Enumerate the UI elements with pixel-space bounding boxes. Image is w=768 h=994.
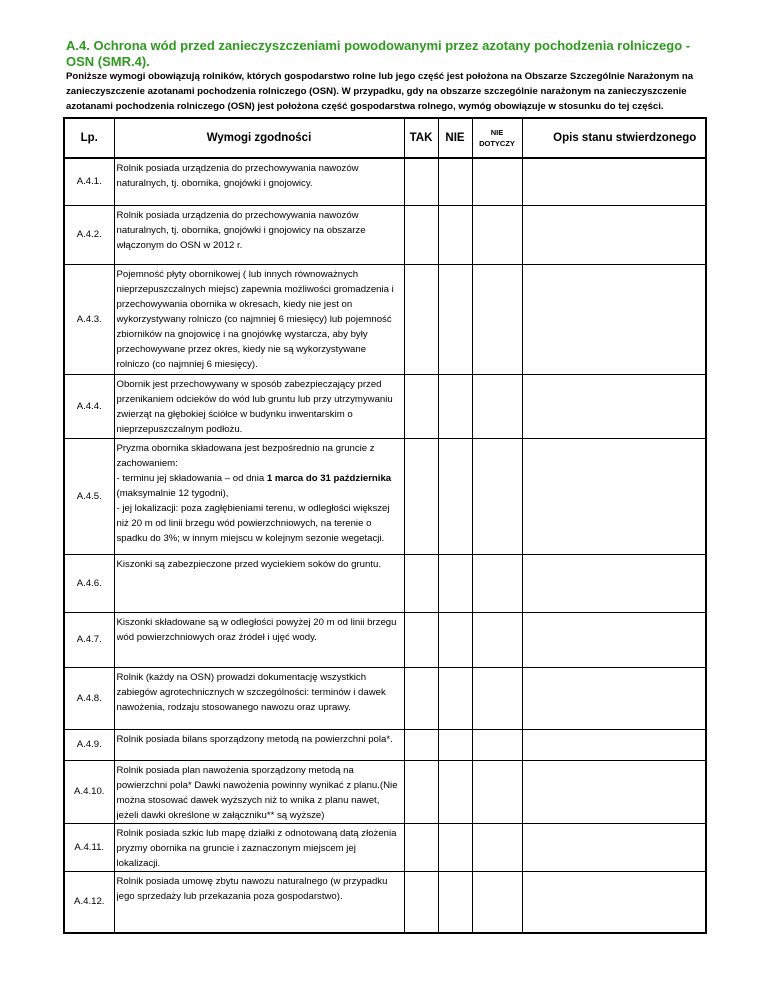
tak-cell[interactable]: [404, 823, 438, 871]
requirement-text: [114, 264, 404, 374]
text-part: - jej lokalizacji: poza zagłębieniami terenu, w odległości większej niż 20 m od linii brzegu wód powierzchniowych, na terenie o spadku do 3%; w innym miejscu w kolejnym sezonie wegetacji.: [116, 502, 390, 544]
requirement-text: [114, 871, 404, 933]
nie-cell[interactable]: [438, 374, 472, 438]
tak-cell[interactable]: [404, 871, 438, 933]
requirement-text: [114, 612, 404, 667]
text-bold-dates: 1 marca do 31 października: [266, 472, 392, 484]
nie-cell[interactable]: [438, 823, 472, 871]
nie-dotyczy-cell[interactable]: [472, 612, 522, 667]
nie-dotyczy-cell[interactable]: [472, 554, 522, 612]
row-number: A.4.6.: [64, 554, 114, 612]
requirement-text-content: Kiszonki są zabezpieczone przed wyciekiem soków do gruntu.: [116, 558, 381, 570]
requirement-text-content: Kiszonki składowane są w odległości powyżej 20 m od linii brzegu wód powierzchniowych oraz źródeł i ujęć wody.: [116, 616, 397, 643]
description-cell[interactable]: [522, 158, 706, 205]
nie-dotyczy-cell[interactable]: [472, 205, 522, 264]
tak-cell[interactable]: [404, 729, 438, 760]
requirement-text: [114, 158, 404, 205]
tak-cell[interactable]: [404, 264, 438, 374]
description-cell[interactable]: [522, 871, 706, 933]
header-lp: Lp.: [64, 118, 114, 158]
requirement-text-content: [117, 441, 402, 546]
row-number: A.4.5.: [64, 438, 114, 554]
nie-dotyczy-cell[interactable]: [472, 264, 522, 374]
row-number: A.4.4.: [64, 374, 114, 438]
requirement-text-content: Rolnik (każdy na OSN) prowadzi dokumentację wszystkich zabiegów agrotechnicznych w szczególności: terminów i dawek nawożenia, rodzaju stosowanego nawozu oraz uprawy.: [116, 671, 386, 713]
table-row: [64, 667, 706, 729]
header-requirements: Wymogi zgodności: [114, 118, 404, 158]
nie-cell[interactable]: [438, 264, 472, 374]
description-cell[interactable]: [522, 205, 706, 264]
requirement-text: [114, 554, 404, 612]
tak-cell[interactable]: [404, 667, 438, 729]
tak-cell[interactable]: [404, 438, 438, 554]
table-header-row: [64, 118, 706, 158]
description-cell[interactable]: [522, 823, 706, 871]
nie-cell[interactable]: [438, 158, 472, 205]
requirement-text-content: Rolnik posiada umowę zbytu nawozu naturalnego (w przypadku jego sprzedaży lub przekazania poza gospodarstwo).: [116, 875, 388, 902]
header-description: Opis stanu stwierdzonego: [522, 118, 706, 158]
row-number: A.4.8.: [64, 667, 114, 729]
row-number: A.4.7.: [64, 612, 114, 667]
header-tak: TAK: [404, 118, 438, 158]
requirement-text-content: Rolnik posiada szkic lub mapę działki z odnotowaną datą złożenia pryzmy obornika na gruncie i zaznaczonym miejscem jej lokalizacji.: [116, 827, 397, 869]
table-row: [64, 871, 706, 933]
nie-cell[interactable]: [438, 871, 472, 933]
section-title: A.4. Ochrona wód przed zanieczyszczeniami powodowanymi przez azotany pochodzenia rolniczego - OSN (SMR.4).: [66, 38, 691, 69]
nie-dotyczy-cell[interactable]: [472, 374, 522, 438]
requirement-text: [114, 823, 404, 871]
nie-cell[interactable]: [438, 205, 472, 264]
header-nie: NIE: [438, 118, 472, 158]
nie-dotyczy-cell[interactable]: [472, 729, 522, 760]
requirement-text-content: Rolnik posiada plan nawożenia sporządzony metodą na powierzchni pola* Dawki nawożenia powinny wynikać z planu.(Nie można stosować dawek wyższych niż to wnika z planu nawet, jeżeli dawki określone w załączniku** są wyższe): [116, 764, 398, 821]
description-cell[interactable]: [522, 760, 706, 823]
table-row: [64, 760, 706, 823]
description-cell[interactable]: [522, 729, 706, 760]
row-number: A.4.1.: [64, 158, 114, 205]
header-nie-dotyczy: [472, 118, 522, 158]
table-row: [64, 554, 706, 612]
requirement-text: [114, 729, 404, 760]
table-row: [64, 438, 706, 554]
header-nie-dotyczy-line2: DOTYCZY: [479, 139, 515, 148]
table-row: [64, 612, 706, 667]
nie-cell[interactable]: [438, 612, 472, 667]
description-cell[interactable]: [522, 554, 706, 612]
table-row: [64, 205, 706, 264]
nie-dotyczy-cell[interactable]: [472, 760, 522, 823]
requirement-text-content: Rolnik posiada urządzenia do przechowywania nawozów naturalnych, tj. obornika, gnojówki i gnojowicy na obszarze włączonym do OSN w 2012 r.: [116, 209, 366, 251]
requirement-text-content: Rolnik posiada bilans sporządzony metodą na powierzchni pola*.: [116, 733, 393, 745]
text-part: (maksymalnie 12 tygodni),: [116, 487, 229, 499]
table-row: [64, 729, 706, 760]
row-number: A.4.9.: [64, 729, 114, 760]
nie-cell[interactable]: [438, 438, 472, 554]
requirement-text-content: Rolnik posiada urządzenia do przechowywania nawozów naturalnych, tj. obornika, gnojówki i gnojowicy.: [116, 163, 359, 189]
tak-cell[interactable]: [404, 374, 438, 438]
requirement-text: [114, 374, 404, 438]
nie-cell[interactable]: [438, 667, 472, 729]
description-cell[interactable]: [522, 264, 706, 374]
requirement-text: [114, 667, 404, 729]
tak-cell[interactable]: [404, 760, 438, 823]
requirement-text-content: Obornik jest przechowywany w sposób zabezpieczający przed przenikaniem odcieków do wód lub gruntu lub przy utrzymywaniu zwierząt na głębokiej ściółce w budynku inwentarskim o nieprzepuszczalnym podłożu.: [116, 378, 393, 435]
table-row: [64, 158, 706, 205]
row-number: A.4.3.: [64, 264, 114, 374]
description-cell[interactable]: [522, 438, 706, 554]
table-row: [64, 264, 706, 374]
text-part: Pryzma obornika składowana jest bezpośrednio na gruncie z zachowaniem:: [116, 442, 375, 469]
row-number: A.4.11.: [64, 823, 114, 871]
nie-dotyczy-cell[interactable]: [472, 871, 522, 933]
description-cell[interactable]: [522, 612, 706, 667]
table-row: [64, 374, 706, 438]
nie-cell[interactable]: [438, 729, 472, 760]
row-number: A.4.12.: [64, 871, 114, 933]
description-cell[interactable]: [522, 667, 706, 729]
nie-dotyczy-cell[interactable]: [472, 823, 522, 871]
requirement-text: [114, 205, 404, 264]
requirement-text: [114, 438, 404, 554]
tak-cell[interactable]: [404, 554, 438, 612]
table-row: [64, 823, 706, 871]
description-cell[interactable]: [522, 374, 706, 438]
nie-dotyczy-cell[interactable]: [472, 667, 522, 729]
tak-cell[interactable]: [404, 158, 438, 205]
text-part: - terminu jej składowania – od dnia: [116, 472, 267, 484]
requirement-text-content: Pojemność płyty obornikowej ( lub innych równoważnych nieprzepuszczalnych miejsc) zapewnia możliwości gromadzenia i przechowywania obornika w okresach, kiedy nie jest on wykorzystywany rolniczo (co najmniej 6 miesięcy) lub pojemność zbiorników na gnojowicę i na gnojówkę wystarcza, aby były przechowywane przez okres, kiedy nie są wykorzystywane rolniczo (co najmniej 6 miesięcy).: [116, 268, 394, 370]
requirement-text: [114, 760, 404, 823]
nie-dotyczy-cell[interactable]: [472, 158, 522, 205]
nie-cell[interactable]: [438, 760, 472, 823]
tak-cell[interactable]: [404, 205, 438, 264]
intro-text: Poniższe wymogi obowiązują rolników, których gospodarstwo rolne lub jego część jest położona na Obszarze Szczególnie Narażonym na zanieczyszczenie azotanami pochodzenia rolniczego (OSN). W przypadku, gdy na obszarze szczególnie narażonym na zanieczyszczenie azotanami pochodzenia rolniczego (OSN) jest położona część gospodarstwa rolnego, wymóg obowiązuje w stosunku do tej części.: [66, 71, 694, 112]
requirements-table: [63, 117, 707, 934]
header-nie-dotyczy-line1: NIE: [490, 128, 504, 137]
row-number: A.4.10.: [64, 760, 114, 823]
tak-cell[interactable]: [404, 612, 438, 667]
row-number: A.4.2.: [64, 205, 114, 264]
nie-dotyczy-cell[interactable]: [472, 438, 522, 554]
nie-cell[interactable]: [438, 554, 472, 612]
